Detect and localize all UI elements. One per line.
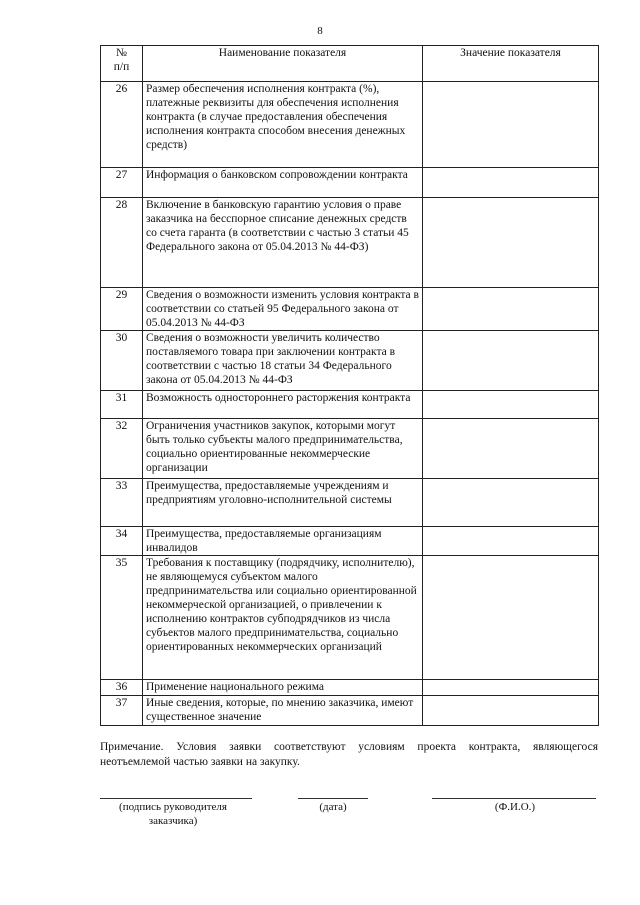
indicator-value [423,331,599,391]
indicator-name: Сведения о возможности увеличить количество поставляемого товара при заключении контракта в соответствии с частью 18 статьи 34 Федерального закона от 05.04.2013 № 44-ФЗ [143,331,423,391]
indicator-value [423,82,599,168]
indicator-name: Применение национального режима [143,680,423,696]
header-num: № п/п [101,46,143,82]
indicator-name: Преимущества, предоставляемые учреждениям и предприятиям уголовно-исполнительной системы [143,479,423,527]
indicators-table [100,45,599,726]
table-row [101,82,599,168]
table-row [101,556,599,680]
table-row [101,680,599,696]
page-number: 8 [317,25,323,37]
indicator-name: Включение в банковскую гарантию условия о праве заказчика на бесспорное списание денежных средств со счета гаранта (в соответствии с частью 3 статьи 45 Федерального закона от 05.04.2013 № 44-ФЗ) [143,198,423,288]
table-header-row [101,46,599,82]
header-name: Наименование показателя [143,46,423,82]
indicator-value [423,556,599,680]
indicator-value [423,527,599,556]
indicator-name: Информация о банковском сопровождении контракта [143,168,423,198]
row-number: 36 [101,680,143,696]
table-row [101,527,599,556]
indicator-value [423,288,599,331]
indicator-value [423,419,599,479]
indicator-value [423,696,599,726]
row-number: 32 [101,419,143,479]
note-text: Примечание. Условия заявки соответствуют условиям проекта контракта, являющегося неотъемлемой частью заявки на закупку. [100,741,598,768]
signature-label-fio: (Ф.И.О.) [494,801,536,813]
signature-label-head: (подпись руководителя заказчика) [119,801,227,827]
indicator-name: Ограничения участников закупок, которыми могут быть только субъекты малого предпринимательства, социально ориентированные некоммерческие организации [143,419,423,479]
row-number: 31 [101,391,143,419]
table-row [101,168,599,198]
table-row [101,288,599,331]
row-number: 30 [101,331,143,391]
table-row [101,696,599,726]
indicator-value [423,479,599,527]
indicator-name: Сведения о возможности изменить условия контракта в соответствии со статьей 95 Федерального закона от 05.04.2013 № 44-ФЗ [143,288,423,331]
table-row [101,198,599,288]
row-number: 37 [101,696,143,726]
signature-line-date [298,798,368,799]
table-row [101,391,599,419]
row-number: 34 [101,527,143,556]
indicator-name: Иные сведения, которые, по мнению заказчика, имеют существенное значение [143,696,423,726]
header-value: Значение показателя [423,46,599,82]
indicator-name: Размер обеспечения исполнения контракта (%), платежные реквизиты для обеспечения исполнения контракта (в случае предоставления обеспечения исполнения контракта способом внесения денежных средств) [143,82,423,168]
signature-line-head [100,798,252,799]
row-number: 35 [101,556,143,680]
signature-line-fio [432,798,596,799]
row-number: 26 [101,82,143,168]
indicator-value [423,168,599,198]
indicator-name: Требования к поставщику (подрядчику, исполнителю), не являющемуся субъектом малого предпринимательства или социально ориентированной некоммерческой организацией, о привлечении к исполнению контрактов субподрядчиков из числа субъектов малого предпринимательства, социально ориентированных некоммерческих организаций [143,556,423,680]
indicator-value [423,198,599,288]
row-number: 33 [101,479,143,527]
indicator-name: Преимущества, предоставляемые организациям инвалидов [143,527,423,556]
row-number: 29 [101,288,143,331]
table-row [101,331,599,391]
row-number: 28 [101,198,143,288]
row-number: 27 [101,168,143,198]
signature-label-date: (дата) [319,801,347,813]
table-row [101,479,599,527]
indicator-name: Возможность одностороннего расторжения контракта [143,391,423,419]
table-row [101,419,599,479]
indicator-value [423,391,599,419]
indicator-value [423,680,599,696]
